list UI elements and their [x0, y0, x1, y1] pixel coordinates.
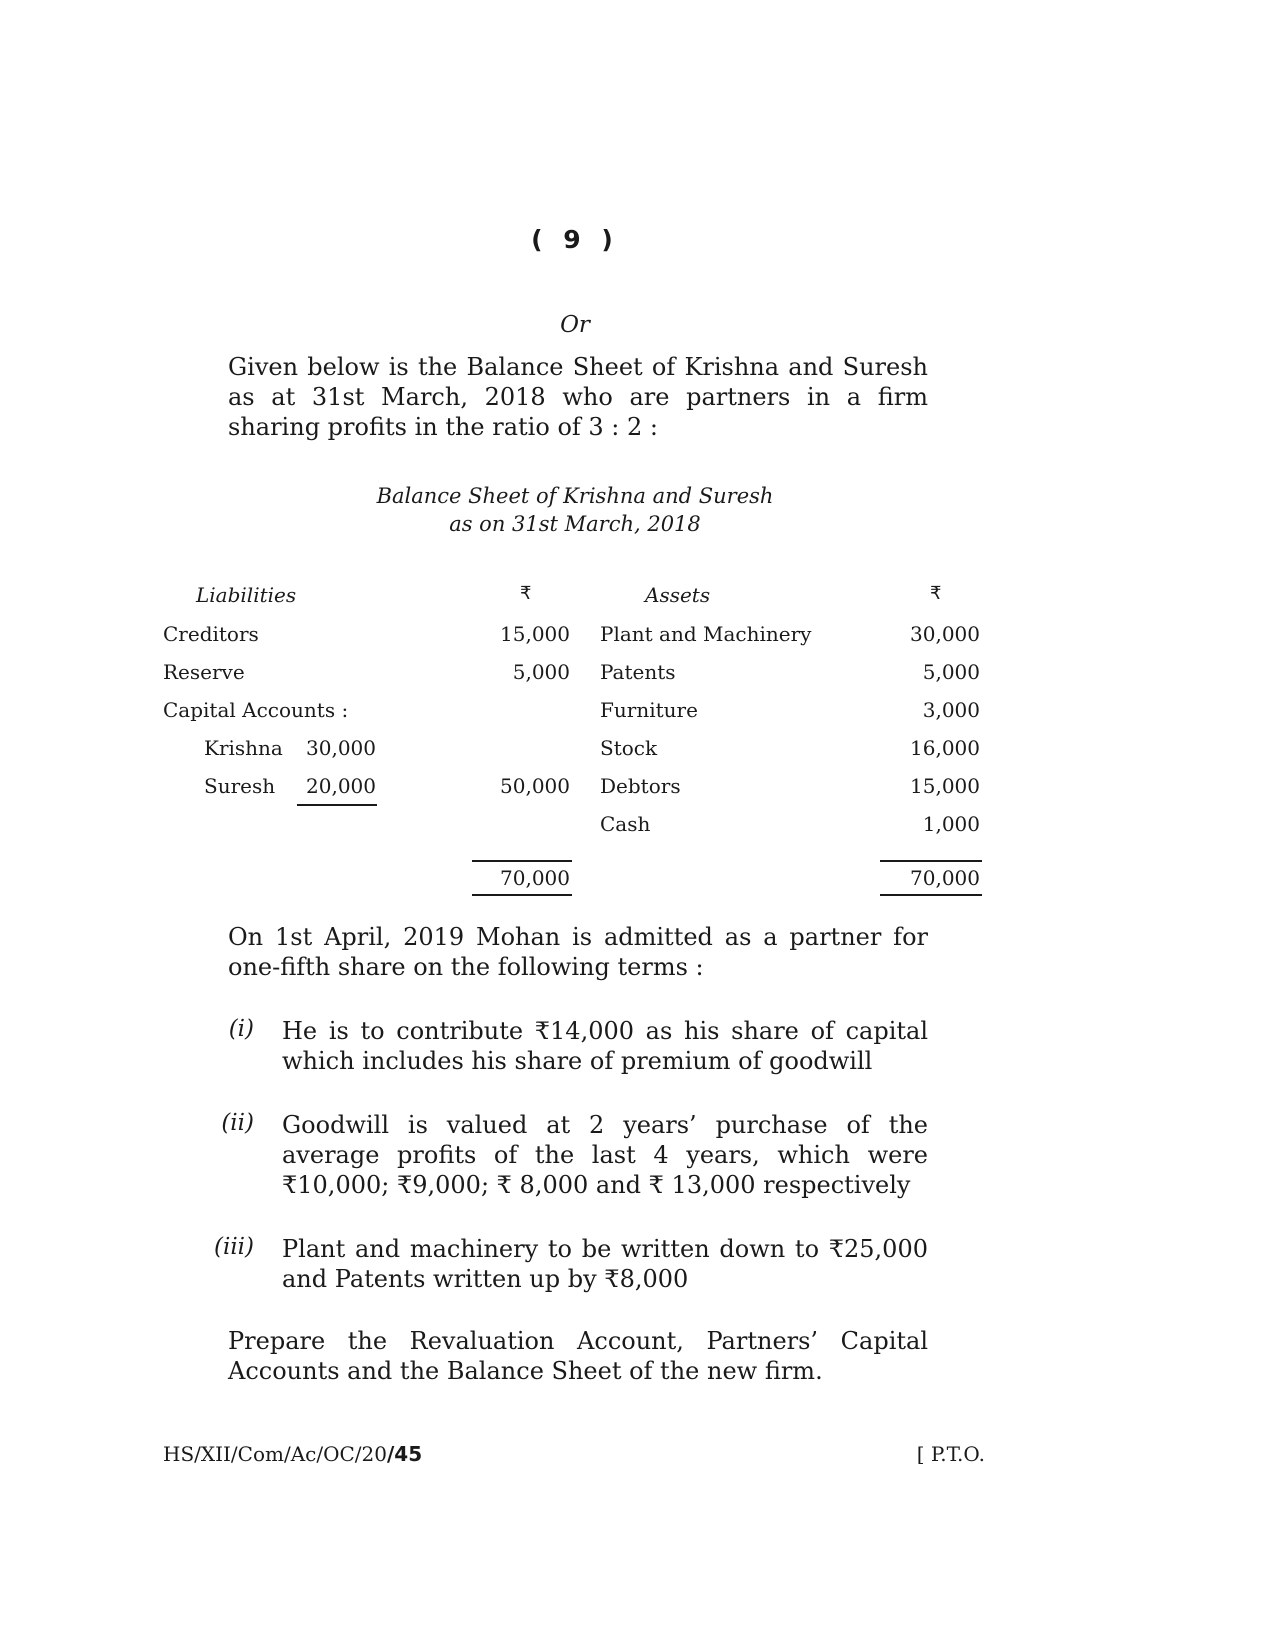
balance-sheet-title-line2: as on 31st March, 2018: [449, 512, 701, 536]
paper-code-suffix: /45: [386, 1442, 423, 1466]
term-marker: (i): [228, 1016, 254, 1042]
assets-header: Assets: [645, 583, 711, 607]
capital-suresh-amount: 20,000: [306, 774, 376, 798]
asset-label: Plant and Machinery: [600, 622, 812, 646]
capital-krishna-amount: 30,000: [306, 736, 376, 760]
asset-label: Cash: [600, 812, 651, 836]
term-text: Goodwill is valued at 2 years’ purchase of the average profits of the last 4 years, which were ₹10,000; ₹9,000; ₹ 8,000 and ₹ 13,000 respectively: [282, 1111, 928, 1199]
term-marker: (ii): [221, 1110, 254, 1136]
liabilities-total: 70,000: [500, 866, 570, 890]
capital-total-amount: 50,000: [500, 774, 570, 798]
asset-label: Stock: [600, 736, 658, 760]
balance-sheet-title-line1: Balance Sheet of Krishna and Suresh: [376, 484, 774, 508]
rupee-header-assets: ₹: [930, 583, 942, 604]
liability-reserve-label: Reserve: [163, 660, 245, 684]
liabilities-total-top-rule: [472, 860, 572, 862]
page-number: ( 9 ): [531, 225, 619, 254]
assets-total-bottom-rule: [880, 894, 982, 896]
liability-creditors-label: Creditors: [163, 622, 259, 646]
asset-amount: 1,000: [922, 812, 980, 836]
liability-creditors-amount: 15,000: [500, 622, 570, 646]
rupee-header-liabilities: ₹: [520, 583, 532, 604]
term-text: He is to contribute ₹14,000 as his share of capital which includes his share of premium of goodwill: [282, 1017, 928, 1075]
pto-label: [ P.T.O.: [916, 1442, 985, 1466]
asset-label: Furniture: [600, 698, 698, 722]
instruction-paragraph: Prepare the Revaluation Account, Partners’ Capital Accounts and the Balance Sheet of the new firm.: [228, 1327, 928, 1385]
capital-suresh-label: Suresh: [204, 774, 276, 798]
paper-code-prefix: HS/XII/Com/Ac/OC/20: [163, 1442, 387, 1466]
asset-amount: 3,000: [922, 698, 980, 722]
assets-total-top-rule: [880, 860, 982, 862]
asset-label: Debtors: [600, 774, 681, 798]
capital-accounts-label: Capital Accounts :: [163, 698, 349, 722]
term-marker: (iii): [213, 1234, 254, 1260]
liabilities-total-bottom-rule: [472, 894, 572, 896]
asset-amount: 5,000: [922, 660, 980, 684]
asset-amount: 16,000: [910, 736, 980, 760]
assets-total: 70,000: [910, 866, 980, 890]
term-text: Plant and machinery to be written down to ₹25,000 and Patents written up by ₹8,000: [282, 1235, 928, 1293]
paper-code: [163, 1442, 422, 1466]
asset-amount: 30,000: [910, 622, 980, 646]
liabilities-header: Liabilities: [196, 583, 297, 607]
intro-paragraph: Given below is the Balance Sheet of Krishna and Suresh as at 31st March, 2018 who are partners in a firm sharing profits in the ratio of 3 : 2 :: [228, 353, 928, 441]
or-label: Or: [560, 312, 590, 338]
capital-subtotal-rule: [297, 804, 377, 806]
asset-amount: 15,000: [910, 774, 980, 798]
liability-reserve-amount: 5,000: [512, 660, 570, 684]
asset-label: Patents: [600, 660, 676, 684]
admission-paragraph: On 1st April, 2019 Mohan is admitted as a partner for one-fifth share on the following terms :: [228, 923, 928, 981]
capital-krishna-label: Krishna: [204, 736, 283, 760]
